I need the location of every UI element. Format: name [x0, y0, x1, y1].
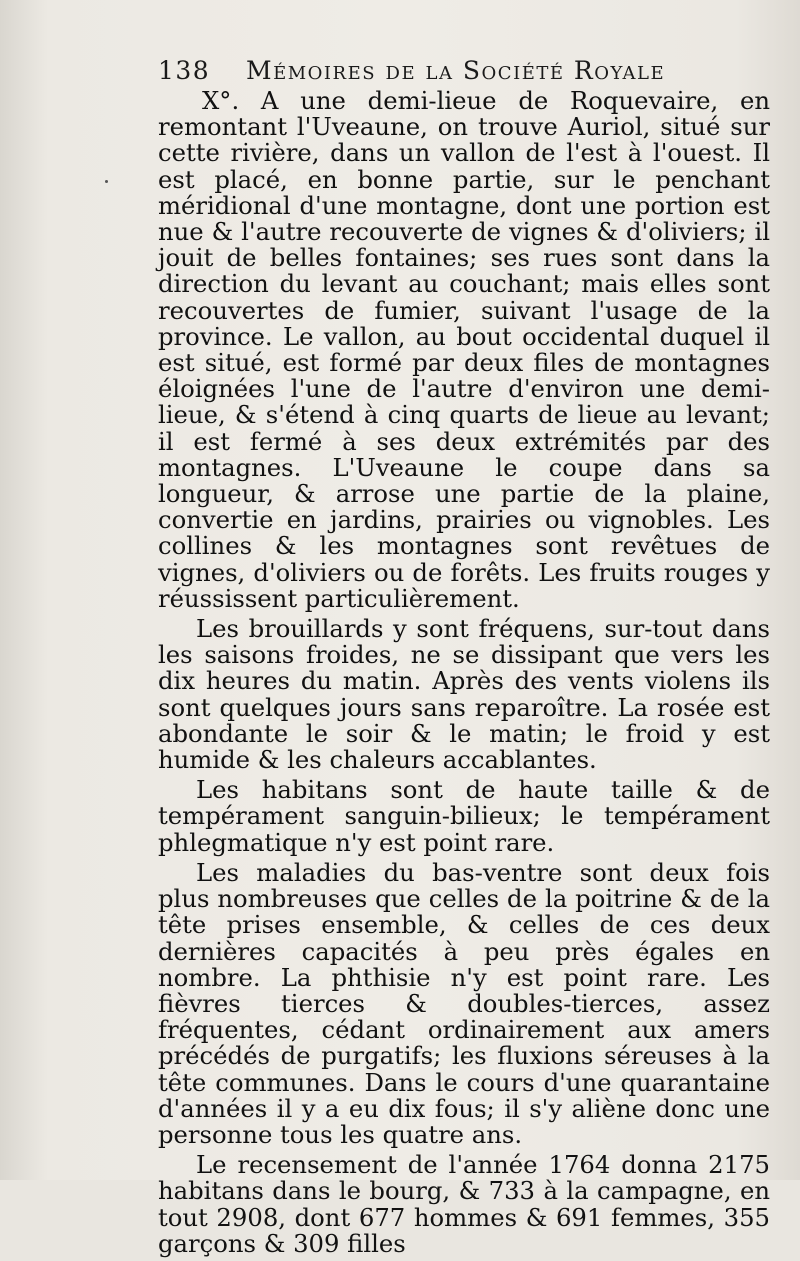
paragraph-climate: Les brouillards y sont fréquens, sur-tout dans les saisons froides, ne se dissipant que vers les dix heures du matin. Après des vents violens ils sont quelques jours sans reparoître. La rosée est abondante le soir & le matin; le froid y est humide & les chaleurs accablantes.	[158, 614, 770, 775]
paragraph-inhabitants: Les habitans sont de haute taille & de tempérament sanguin-bilieux; le tempérament phlegmatique n'y est point rare.	[158, 775, 770, 857]
margin-speck	[105, 180, 108, 183]
body-text	[158, 88, 770, 1261]
paragraph-auriol: X°. A une demi-lieue de Roquevaire, en remontant l'Uveaune, on trouve Auriol, situé sur cette rivière, dans un vallon de l'est à l'ouest. Il est placé, en bonne partie, sur le penchant méridional d'une montagne, dont une portion est nue & l'autre recouverte de vignes & d'oliviers; il jouit de belles fontaines; ses rues sont dans la direction du levant au couchant; mais elles sont recouvertes de fumier, suivant l'usage de la province. Le vallon, au bout occidental duquel il est situé, est formé par deux files de montagnes éloignées l'une de l'autre d'environ une demi-lieue, & s'étend à cinq quarts de lieue au levant; il est fermé à ses deux extrémités par des montagnes. L'Uveaune le coupe dans sa longueur, & arrose une partie de la plaine, convertie en jardins, prairies ou vignobles. Les collines & les montagnes sont revêtues de vignes, d'oliviers ou de forêts. Les fruits rouges y réussissent particulièrement.	[158, 86, 770, 613]
paragraph-diseases: Les maladies du bas-ventre sont deux fois plus nombreuses que celles de la poitrine & de la tête prises ensemble, & celles de ces deux dernières capacités à peu près égales en nombre. La phthisie n'y est point rare. Les fièvres tierces & doubles-tierces, assez fréquentes, cédant ordinairement aux amers précédés de purgatifs; les fluxions séreuses à la tête communes. Dans le cours d'une quarantaine d'années il y a eu dix fous; il s'y aliène donc une personne tous les quatre ans.	[158, 857, 770, 1149]
page-number: 138	[158, 56, 211, 85]
paragraph-census: Le recensement de l'année 1764 donna 2175 habitans dans le bourg, & 733 à la campagne, en tout 2908, dont 677 hommes & 691 femmes, 355 garçons & 309 filles	[158, 1150, 770, 1258]
running-title: Mémoires de la Société Royale	[246, 56, 666, 85]
